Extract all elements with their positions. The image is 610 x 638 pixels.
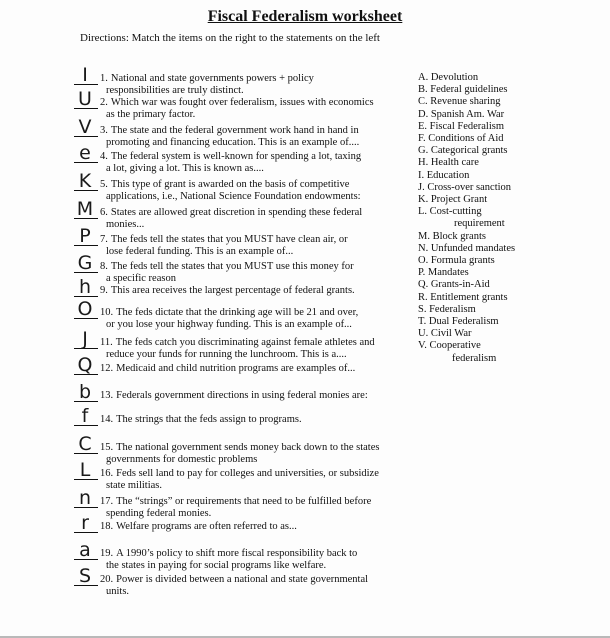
question-text: The feds tell the states that you MUST use this money for [110, 261, 354, 272]
question-text-continuation: governments for domestic problems [106, 454, 258, 465]
question-number: 14. [100, 414, 114, 425]
answer-option: V. Cooperative [418, 340, 481, 352]
question-text: Power is divided between a national and state governmental [116, 574, 369, 585]
question-text: The strings that the feds assign to programs. [116, 414, 302, 425]
answer-option: F. Conditions of Aid [418, 133, 504, 145]
answer-blank[interactable] [74, 88, 98, 110]
question-number: 17. [100, 496, 114, 507]
handwritten-answer: L [79, 459, 91, 481]
question-text: Which war was fought over federalism, issues with economics [110, 97, 374, 108]
answer-option: N. Unfunded mandates [418, 242, 516, 254]
question-first-line [74, 225, 414, 247]
question-number: 3. [100, 125, 108, 136]
handwritten-answer: e [79, 142, 91, 164]
answer-option: H. Health care [418, 157, 479, 169]
answer-blank[interactable] [74, 116, 98, 138]
answer-option: requirement [454, 218, 505, 230]
question-item [74, 170, 414, 203]
question-first-line [74, 487, 414, 509]
question-text-continuation: the states in paying for social programs like welfare. [106, 560, 327, 571]
question-text: Welfare programs are often referred to as... [116, 521, 297, 532]
answer-option: O. Formula grants [418, 255, 495, 267]
question-text: This type of grant is awarded on the basis of competitive [110, 179, 350, 190]
answer-option: J. Cross-over sanction [418, 181, 512, 193]
answer-blank[interactable] [74, 512, 98, 534]
question-number: 15. [100, 442, 114, 453]
handwritten-answer: C [78, 433, 92, 455]
question-item [74, 198, 414, 231]
question-number: 8. [100, 261, 108, 272]
question-item [74, 433, 414, 466]
question-text-continuation: a lot, giving a lot. This is known as.... [106, 163, 264, 174]
question-first-line [74, 252, 414, 274]
question-number: 11. [100, 337, 113, 348]
question-text-continuation: or you lose your highway funding. This is an example of... [106, 319, 352, 330]
handwritten-answer: b [78, 381, 92, 403]
question-number: 16. [100, 468, 114, 479]
answer-option: G. Categorical grants [418, 145, 508, 157]
answer-blank[interactable] [74, 459, 98, 481]
answer-option: C. Revenue sharing [418, 96, 501, 108]
handwritten-answer: O [77, 298, 93, 320]
answer-blank[interactable] [74, 328, 98, 350]
directions-text: Directions: Match the items on the right to the statements on the left [80, 32, 380, 44]
question-text-continuation: responsibilities are truly distinct. [106, 85, 244, 96]
answer-option: Q. Grants-in-Aid [418, 279, 490, 291]
answer-option: A. Devolution [418, 72, 479, 83]
question-first-line [74, 405, 414, 427]
handwritten-answer: a [79, 539, 91, 561]
question-number: 1. [100, 73, 108, 84]
answer-blank[interactable] [74, 142, 98, 164]
question-text: States are allowed great discretion in spending these federal [110, 207, 363, 218]
question-first-line [74, 298, 414, 320]
answer-blank[interactable] [74, 565, 98, 587]
answer-blank[interactable] [74, 539, 98, 561]
question-first-line [74, 328, 414, 350]
question-first-line [74, 539, 414, 561]
answer-option: S. Federalism [418, 303, 476, 315]
question-text: A 1990’s policy to shift more fiscal responsibility back to [116, 548, 358, 559]
answer-option: E. Fiscal Federalism [418, 120, 505, 132]
handwritten-answer: S [78, 565, 92, 587]
question-number: 12. [100, 363, 114, 374]
question-item [74, 381, 414, 403]
handwritten-answer: M [76, 198, 94, 220]
question-text: This area receives the largest percentage of federal grants. [110, 285, 355, 296]
answer-option: K. Project Grant [418, 194, 488, 206]
question-first-line [74, 381, 414, 403]
question-text-continuation: state militias. [106, 480, 162, 491]
question-text: The feds tell the states that you MUST have clean air, or [110, 234, 348, 245]
answer-option: T. Dual Federalism [418, 316, 499, 328]
handwritten-answer: V [78, 116, 92, 138]
handwritten-answer: U [78, 88, 92, 110]
question-item [74, 116, 414, 149]
answer-option: U. Civil War [418, 328, 472, 340]
answer-option: I. Education [418, 169, 470, 181]
question-first-line [74, 64, 414, 86]
question-text: Feds sell land to pay for colleges and universities, or subsidize [116, 468, 379, 479]
handwritten-answer: J [82, 328, 88, 350]
question-text: The “strings” or requirements that need to be fulfilled before [116, 496, 372, 507]
question-text-continuation: spending federal monies. [106, 508, 212, 519]
answer-option: B. Federal guidelines [418, 84, 508, 96]
question-text-continuation: applications, i.e., National Science Foundation endowments: [106, 191, 361, 202]
answer-blank[interactable] [74, 276, 98, 298]
question-first-line [74, 116, 414, 138]
answer-option: D. Spanish Am. War [418, 108, 505, 120]
question-number: 19. [100, 548, 114, 559]
answer-option: P. Mandates [418, 267, 469, 279]
answer-blank[interactable] [74, 405, 98, 427]
handwritten-answer: K [78, 170, 92, 192]
question-first-line [74, 198, 414, 220]
handwritten-answer: h [78, 276, 92, 298]
handwritten-answer: I [82, 64, 88, 86]
answer-option: federalism [452, 352, 497, 364]
answer-blank[interactable] [74, 64, 98, 86]
question-item [74, 328, 414, 361]
question-number: 5. [100, 179, 108, 190]
question-first-line [74, 170, 414, 192]
question-text-continuation: promoting and financing education. This is an example of.... [106, 137, 360, 148]
answer-option: L. Cost-cutting [418, 206, 482, 218]
question-number: 9. [100, 285, 108, 296]
question-item [74, 539, 414, 572]
question-number: 10. [100, 307, 114, 318]
question-text: The feds catch you discriminating against female athletes and [115, 337, 375, 348]
question-number: 4. [100, 151, 108, 162]
handwritten-answer: G [77, 252, 93, 274]
question-text-continuation: monies... [106, 219, 145, 230]
handwritten-answer: n [78, 487, 92, 509]
answer-option: R. Entitlement grants [418, 291, 508, 303]
answer-options-list [418, 72, 515, 365]
answer-blank[interactable] [74, 487, 98, 509]
handwritten-answer: Q [77, 354, 93, 376]
question-first-line [74, 433, 414, 455]
answer-blank[interactable] [74, 252, 98, 274]
question-item [74, 405, 414, 427]
answer-blank[interactable] [74, 225, 98, 247]
question-number: 7. [100, 234, 108, 245]
question-text: The feds dictate that the drinking age will be 21 and over, [116, 307, 359, 318]
question-text: The national government sends money back down to the states [116, 442, 380, 453]
handwritten-answer: f [81, 405, 89, 427]
question-item [74, 64, 414, 97]
answer-blank[interactable] [74, 433, 98, 455]
answer-blank[interactable] [74, 198, 98, 220]
handwritten-answer: r [81, 512, 89, 534]
worksheet-title: Fiscal Federalism worksheet [207, 8, 403, 25]
question-text-continuation: reduce your funds for running the lunchroom. This is a.... [106, 349, 347, 360]
question-text: Federals government directions in using federal monies are: [116, 390, 368, 401]
question-text: Medicaid and child nutrition programs are examples of... [116, 363, 356, 374]
question-item [74, 252, 414, 285]
question-text-continuation: as the primary factor. [106, 109, 196, 120]
question-text: The state and the federal government work hand in hand in [110, 125, 359, 136]
question-text-continuation: a specific reason [106, 273, 176, 284]
question-item [74, 487, 414, 520]
question-number: 2. [100, 97, 108, 108]
question-number: 6. [100, 207, 108, 218]
question-number: 18. [100, 521, 114, 532]
question-text: The federal system is well-known for spending a lot, taxing [110, 151, 362, 162]
answer-option: M. Block grants [418, 230, 486, 242]
question-item [74, 298, 414, 331]
answer-blank[interactable] [74, 170, 98, 192]
question-item [74, 225, 414, 258]
answer-blank[interactable] [74, 298, 98, 320]
question-text-continuation: lose federal funding. This is an example of... [106, 246, 294, 257]
answer-blank[interactable] [74, 381, 98, 403]
question-number: 13. [100, 390, 114, 401]
question-text: National and state governments powers + policy [110, 73, 314, 84]
question-text-continuation: units. [106, 586, 130, 597]
handwritten-answer: P [79, 225, 91, 247]
question-number: 20. [100, 574, 114, 585]
answer-blank[interactable] [74, 354, 98, 376]
